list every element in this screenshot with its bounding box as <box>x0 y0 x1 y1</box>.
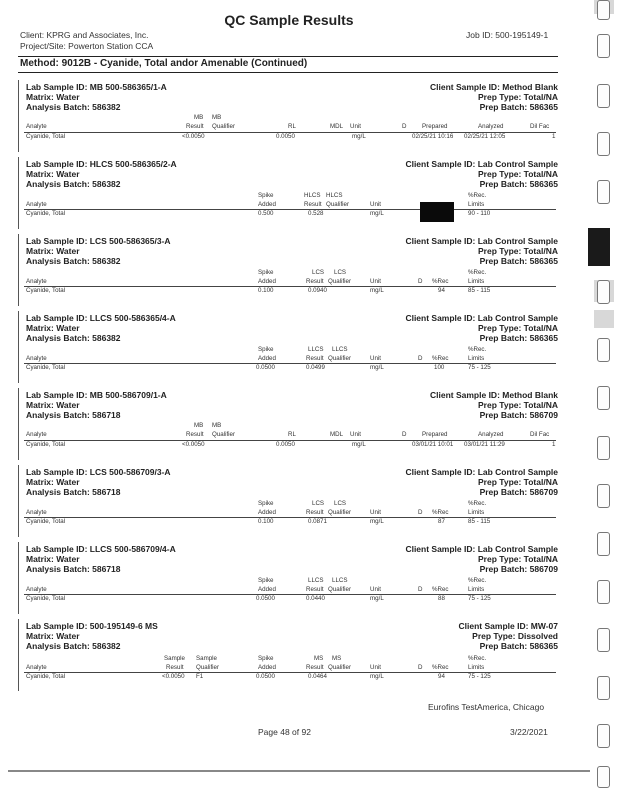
prep-type: Prep Type: Total/NA <box>478 400 558 410</box>
tab-shadow <box>594 310 614 328</box>
column-header: Prepared <box>422 431 448 438</box>
column-header: MB <box>212 114 222 121</box>
matrix: Matrix: Water <box>26 400 80 410</box>
binder-tab <box>597 532 610 556</box>
client-sample-id: Client Sample ID: Method Blank <box>430 390 558 400</box>
column-header: MB <box>194 422 204 429</box>
binder-tab <box>597 484 610 508</box>
column-header: Result <box>306 586 324 593</box>
client-sample-id: Client Sample ID: Lab Control Sample <box>405 467 558 477</box>
lab-sample-id: Lab Sample ID: MB 500-586365/1-A <box>26 82 167 92</box>
prep-batch: Prep Batch: 586365 <box>479 333 558 343</box>
analysis-batch: Analysis Batch: 586382 <box>26 256 121 266</box>
column-header: %Rec <box>432 278 449 285</box>
column-header: Qualifier <box>212 431 236 438</box>
column-header: Unit <box>370 201 382 208</box>
column-header: LLCS <box>308 577 324 584</box>
prep-batch: Prep Batch: 586365 <box>479 641 558 651</box>
column-header: Analyte <box>26 509 47 516</box>
client-sample-id: Client Sample ID: Lab Control Sample <box>405 544 558 554</box>
binder-tab <box>597 338 610 362</box>
analysis-batch: Analysis Batch: 586382 <box>26 641 121 651</box>
binder-tab <box>597 580 610 604</box>
analysis-batch: Analysis Batch: 586382 <box>26 179 121 189</box>
binder-tab <box>597 132 610 156</box>
method-title: Method: 9012B - Cyanide, Total andor Amenable (Continued) <box>20 58 308 69</box>
client-sample-id: Client Sample ID: MW-07 <box>458 621 558 631</box>
column-header: MS <box>332 655 342 662</box>
prep-type: Prep Type: Total/NA <box>478 554 558 564</box>
binder-tab <box>597 84 610 108</box>
column-header: Limits <box>468 278 485 285</box>
binder-tab <box>597 436 610 460</box>
column-header: Unit <box>350 123 362 130</box>
column-header: HLCS <box>304 192 321 199</box>
column-header: D <box>402 431 407 438</box>
column-header: Limits <box>468 664 485 671</box>
matrix: Matrix: Water <box>26 631 80 641</box>
column-header: LCS <box>312 269 325 276</box>
lab-sample-id: Lab Sample ID: HLCS 500-586365/2-A <box>26 159 177 169</box>
binder-tab <box>597 0 610 20</box>
analysis-batch: Analysis Batch: 586382 <box>26 333 121 343</box>
column-header: Result <box>186 431 204 438</box>
column-header: Sample <box>164 655 185 662</box>
column-header: Added <box>258 355 276 362</box>
column-header: LLCS <box>332 577 348 584</box>
analysis-batch: Analysis Batch: 586718 <box>26 487 121 497</box>
qc-section: Lab Sample ID: HLCS 500-586365/2-A Matrix: Water Analysis Batch: 586382 Client Sample ID: Lab Control Sample Prep Type: Total/NA Prep Batch: 586365 Spike HLCS HLCS %Rec. Analyte Added Result Qualifier Unit Limits Cyanide, Total 0.500 0.528 mg/L 90 - 110 <box>18 157 558 229</box>
column-header: D <box>418 586 423 593</box>
column-header: D <box>418 664 423 671</box>
binder-tab <box>597 766 610 788</box>
column-header: Added <box>258 586 276 593</box>
binder-tab <box>597 628 610 652</box>
column-header: Dil Fac <box>530 123 550 130</box>
column-header: Unit <box>370 509 382 516</box>
column-header: Spike <box>258 269 274 276</box>
column-header: Result <box>304 201 322 208</box>
lab-sample-id: Lab Sample ID: LCS 500-586709/3-A <box>26 467 171 477</box>
column-header: LCS <box>334 500 347 507</box>
column-header: MDL <box>330 123 344 130</box>
column-header: Result <box>306 509 324 516</box>
column-header: Limits <box>468 355 485 362</box>
column-header: %Rec <box>432 509 449 516</box>
column-header: Limits <box>468 201 485 208</box>
column-header: LCS <box>334 269 347 276</box>
column-header: Unit <box>370 586 382 593</box>
lab-sample-id: Lab Sample ID: LCS 500-586365/3-A <box>26 236 171 246</box>
column-header: %Rec. <box>468 269 487 276</box>
binder-tab <box>597 724 610 748</box>
qc-section: Lab Sample ID: 500-195149-6 MS Matrix: Water Analysis Batch: 586382 Client Sample ID: MW-07 Prep Type: Dissolved Prep Batch: 586365 Sample Sample Spike MS MS %Rec. Analyte Result Qualifier Added Result Qualifier Unit D %Rec Limits Cyanide, Total <0.0050 F1 0.0500 0.0464 mg/L 94 75 - 125 <box>18 619 558 691</box>
column-header: Qualifier <box>326 201 350 208</box>
analysis-batch: Analysis Batch: 586382 <box>26 102 121 112</box>
prep-batch: Prep Batch: 586365 <box>479 179 558 189</box>
column-header: Spike <box>258 655 274 662</box>
column-header: Spike <box>258 346 274 353</box>
column-header: Analyzed <box>478 123 504 130</box>
column-header: Analyte <box>26 664 47 671</box>
column-header: D <box>418 509 423 516</box>
qc-section: Lab Sample ID: LCS 500-586709/3-A Matrix: Water Analysis Batch: 586718 Client Sample ID: Lab Control Sample Prep Type: Total/NA Prep Batch: 586709 Spike LCS LCS %Rec. Analyte Added Result Qualifier Unit D %Rec Limits Cyanide, Total 0.100 0.0871 mg/L 87 85 - 115 <box>18 465 558 537</box>
prep-type: Prep Type: Total/NA <box>478 169 558 179</box>
column-header: MB <box>194 114 204 121</box>
matrix: Matrix: Water <box>26 554 80 564</box>
column-header: LCS <box>312 500 325 507</box>
column-header: Analyte <box>26 123 47 130</box>
prep-type: Prep Type: Total/NA <box>478 92 558 102</box>
client-sample-id: Client Sample ID: Lab Control Sample <box>405 236 558 246</box>
matrix: Matrix: Water <box>26 246 80 256</box>
column-header: Unit <box>370 664 382 671</box>
page-title: QC Sample Results <box>224 12 354 28</box>
binder-tab <box>597 34 610 58</box>
column-header: Unit <box>370 355 382 362</box>
qc-section: Lab Sample ID: LLCS 500-586365/4-A Matrix: Water Analysis Batch: 586382 Client Sample ID: Lab Control Sample Prep Type: Total/NA Prep Batch: 586365 Spike LLCS LLCS %Rec. Analyte Added Result Qualifier Unit D %Rec Limits Cyanide, Total 0.0500 0.0499 mg/L 100 75 - 125 <box>18 311 558 383</box>
column-header: Spike <box>258 500 274 507</box>
redaction-block <box>420 202 454 222</box>
prep-type: Prep Type: Total/NA <box>478 477 558 487</box>
column-header: Qualifier <box>328 509 352 516</box>
column-header: Result <box>166 664 184 671</box>
prep-type: Prep Type: Total/NA <box>478 323 558 333</box>
column-header: %Rec. <box>468 346 487 353</box>
column-header: D <box>418 278 423 285</box>
job-id: Job ID: 500-195149-1 <box>466 30 549 40</box>
lab-sample-id: Lab Sample ID: 500-195149-6 MS <box>26 621 158 631</box>
analysis-batch: Analysis Batch: 586718 <box>26 410 121 420</box>
prep-batch: Prep Batch: 586709 <box>479 564 558 574</box>
binder-tab <box>597 280 610 304</box>
prep-batch: Prep Batch: 586365 <box>479 102 558 112</box>
matrix: Matrix: Water <box>26 477 80 487</box>
column-header: %Rec. <box>468 500 487 507</box>
column-header: Added <box>258 201 276 208</box>
report-date: 3/22/2021 <box>510 727 548 737</box>
column-header: MS <box>314 655 324 662</box>
column-header: Analyte <box>26 355 47 362</box>
prep-batch: Prep Batch: 586365 <box>479 256 558 266</box>
column-header: Sample <box>196 655 217 662</box>
client-sample-id: Client Sample ID: Method Blank <box>430 82 558 92</box>
column-header: Spike <box>258 192 274 199</box>
column-header: %Rec. <box>468 577 487 584</box>
column-header: Qualifier <box>212 123 236 130</box>
column-header: D <box>402 123 407 130</box>
column-header: Analyzed <box>478 431 504 438</box>
qc-section: Lab Sample ID: LCS 500-586365/3-A Matrix: Water Analysis Batch: 586382 Client Sample ID: Lab Control Sample Prep Type: Total/NA Prep Batch: 586365 Spike LCS LCS %Rec. Analyte Added Result Qualifier Unit D %Rec Limits Cyanide, Total 0.100 0.0940 mg/L 94 85 - 115 <box>18 234 558 306</box>
prep-batch: Prep Batch: 586709 <box>479 410 558 420</box>
column-header: MB <box>212 422 222 429</box>
lab-sample-id: Lab Sample ID: LLCS 500-586709/4-A <box>26 544 176 554</box>
column-header: Qualifier <box>328 355 352 362</box>
project-site: Project/Site: Powerton Station CCA <box>20 41 154 51</box>
column-header: Unit <box>370 278 382 285</box>
page-number: Page 48 of 92 <box>258 727 311 737</box>
column-header: Qualifier <box>328 664 352 671</box>
bottom-edge <box>8 770 590 772</box>
column-header: Added <box>258 664 276 671</box>
active-binder-tab <box>588 228 610 266</box>
column-header: Unit <box>350 431 362 438</box>
qc-section: Lab Sample ID: MB 500-586709/1-A Matrix: Water Analysis Batch: 586718 Client Sample ID: Method Blank Prep Type: Total/NA Prep Batch: 586709 MB MB Analyte Result Qualifier RL MDL Unit D Prepared Analyzed Dil Fac Cyanide, Total <0.0050 0.0050 mg/L 03/01/21 10:01 03/01/21 11:29 1 <box>18 388 558 460</box>
prep-type: Prep Type: Dissolved <box>472 631 558 641</box>
column-header: HLCS <box>326 192 343 199</box>
column-header: Limits <box>468 586 485 593</box>
matrix: Matrix: Water <box>26 323 80 333</box>
column-header: %Rec. <box>468 192 487 199</box>
column-header: Result <box>306 278 324 285</box>
column-header: Spike <box>258 577 274 584</box>
matrix: Matrix: Water <box>26 169 80 179</box>
qc-section: Lab Sample ID: LLCS 500-586709/4-A Matrix: Water Analysis Batch: 586718 Client Sample ID: Lab Control Sample Prep Type: Total/NA Prep Batch: 586709 Spike LLCS LLCS %Rec. Analyte Added Result Qualifier Unit D %Rec Limits Cyanide, Total 0.0500 0.0440 mg/L 88 75 - 125 <box>18 542 558 614</box>
column-header: %Rec <box>432 586 449 593</box>
column-header: Limits <box>468 509 485 516</box>
column-header: Qualifier <box>196 664 220 671</box>
column-header: MDL <box>330 431 344 438</box>
column-header: RL <box>288 123 296 130</box>
binder-tab <box>597 386 610 410</box>
column-header: Dil Fac <box>530 431 550 438</box>
client-sample-id: Client Sample ID: Lab Control Sample <box>405 313 558 323</box>
column-header: Analyte <box>26 431 47 438</box>
column-header: Qualifier <box>328 586 352 593</box>
column-header: RL <box>288 431 296 438</box>
column-header: Analyte <box>26 201 47 208</box>
lab-sample-id: Lab Sample ID: MB 500-586709/1-A <box>26 390 167 400</box>
binder-tab <box>597 180 610 204</box>
analysis-batch: Analysis Batch: 586718 <box>26 564 121 574</box>
lab-name: Eurofins TestAmerica, Chicago <box>428 702 545 712</box>
column-header: %Rec <box>432 664 449 671</box>
column-header: LLCS <box>332 346 348 353</box>
column-header: Analyte <box>26 278 47 285</box>
column-header: Result <box>186 123 204 130</box>
client-name: Client: KPRG and Associates, Inc. <box>20 30 149 40</box>
client-sample-id: Client Sample ID: Lab Control Sample <box>405 159 558 169</box>
prep-batch: Prep Batch: 586709 <box>479 487 558 497</box>
column-header: Added <box>258 278 276 285</box>
column-header: Qualifier <box>328 278 352 285</box>
column-header: Prepared <box>422 123 448 130</box>
column-header: Added <box>258 509 276 516</box>
qc-section: Lab Sample ID: MB 500-586365/1-A Matrix: Water Analysis Batch: 586382 Client Sample ID: Method Blank Prep Type: Total/NA Prep Batch: 586365 MB MB Analyte Result Qualifier RL MDL Unit D Prepared Analyzed Dil Fac Cyanide, Total <0.0050 0.0050 mg/L 02/25/21 10:16 02/25/21 12:05 1 <box>18 80 558 152</box>
column-header: D <box>418 355 423 362</box>
column-header: Analyte <box>26 586 47 593</box>
column-header: %Rec. <box>468 655 487 662</box>
column-header: Result <box>306 355 324 362</box>
binder-tab <box>597 676 610 700</box>
prep-type: Prep Type: Total/NA <box>478 246 558 256</box>
column-header: %Rec <box>432 355 449 362</box>
matrix: Matrix: Water <box>26 92 80 102</box>
lab-sample-id: Lab Sample ID: LLCS 500-586365/4-A <box>26 313 176 323</box>
column-header: Result <box>306 664 324 671</box>
column-header: LLCS <box>308 346 324 353</box>
